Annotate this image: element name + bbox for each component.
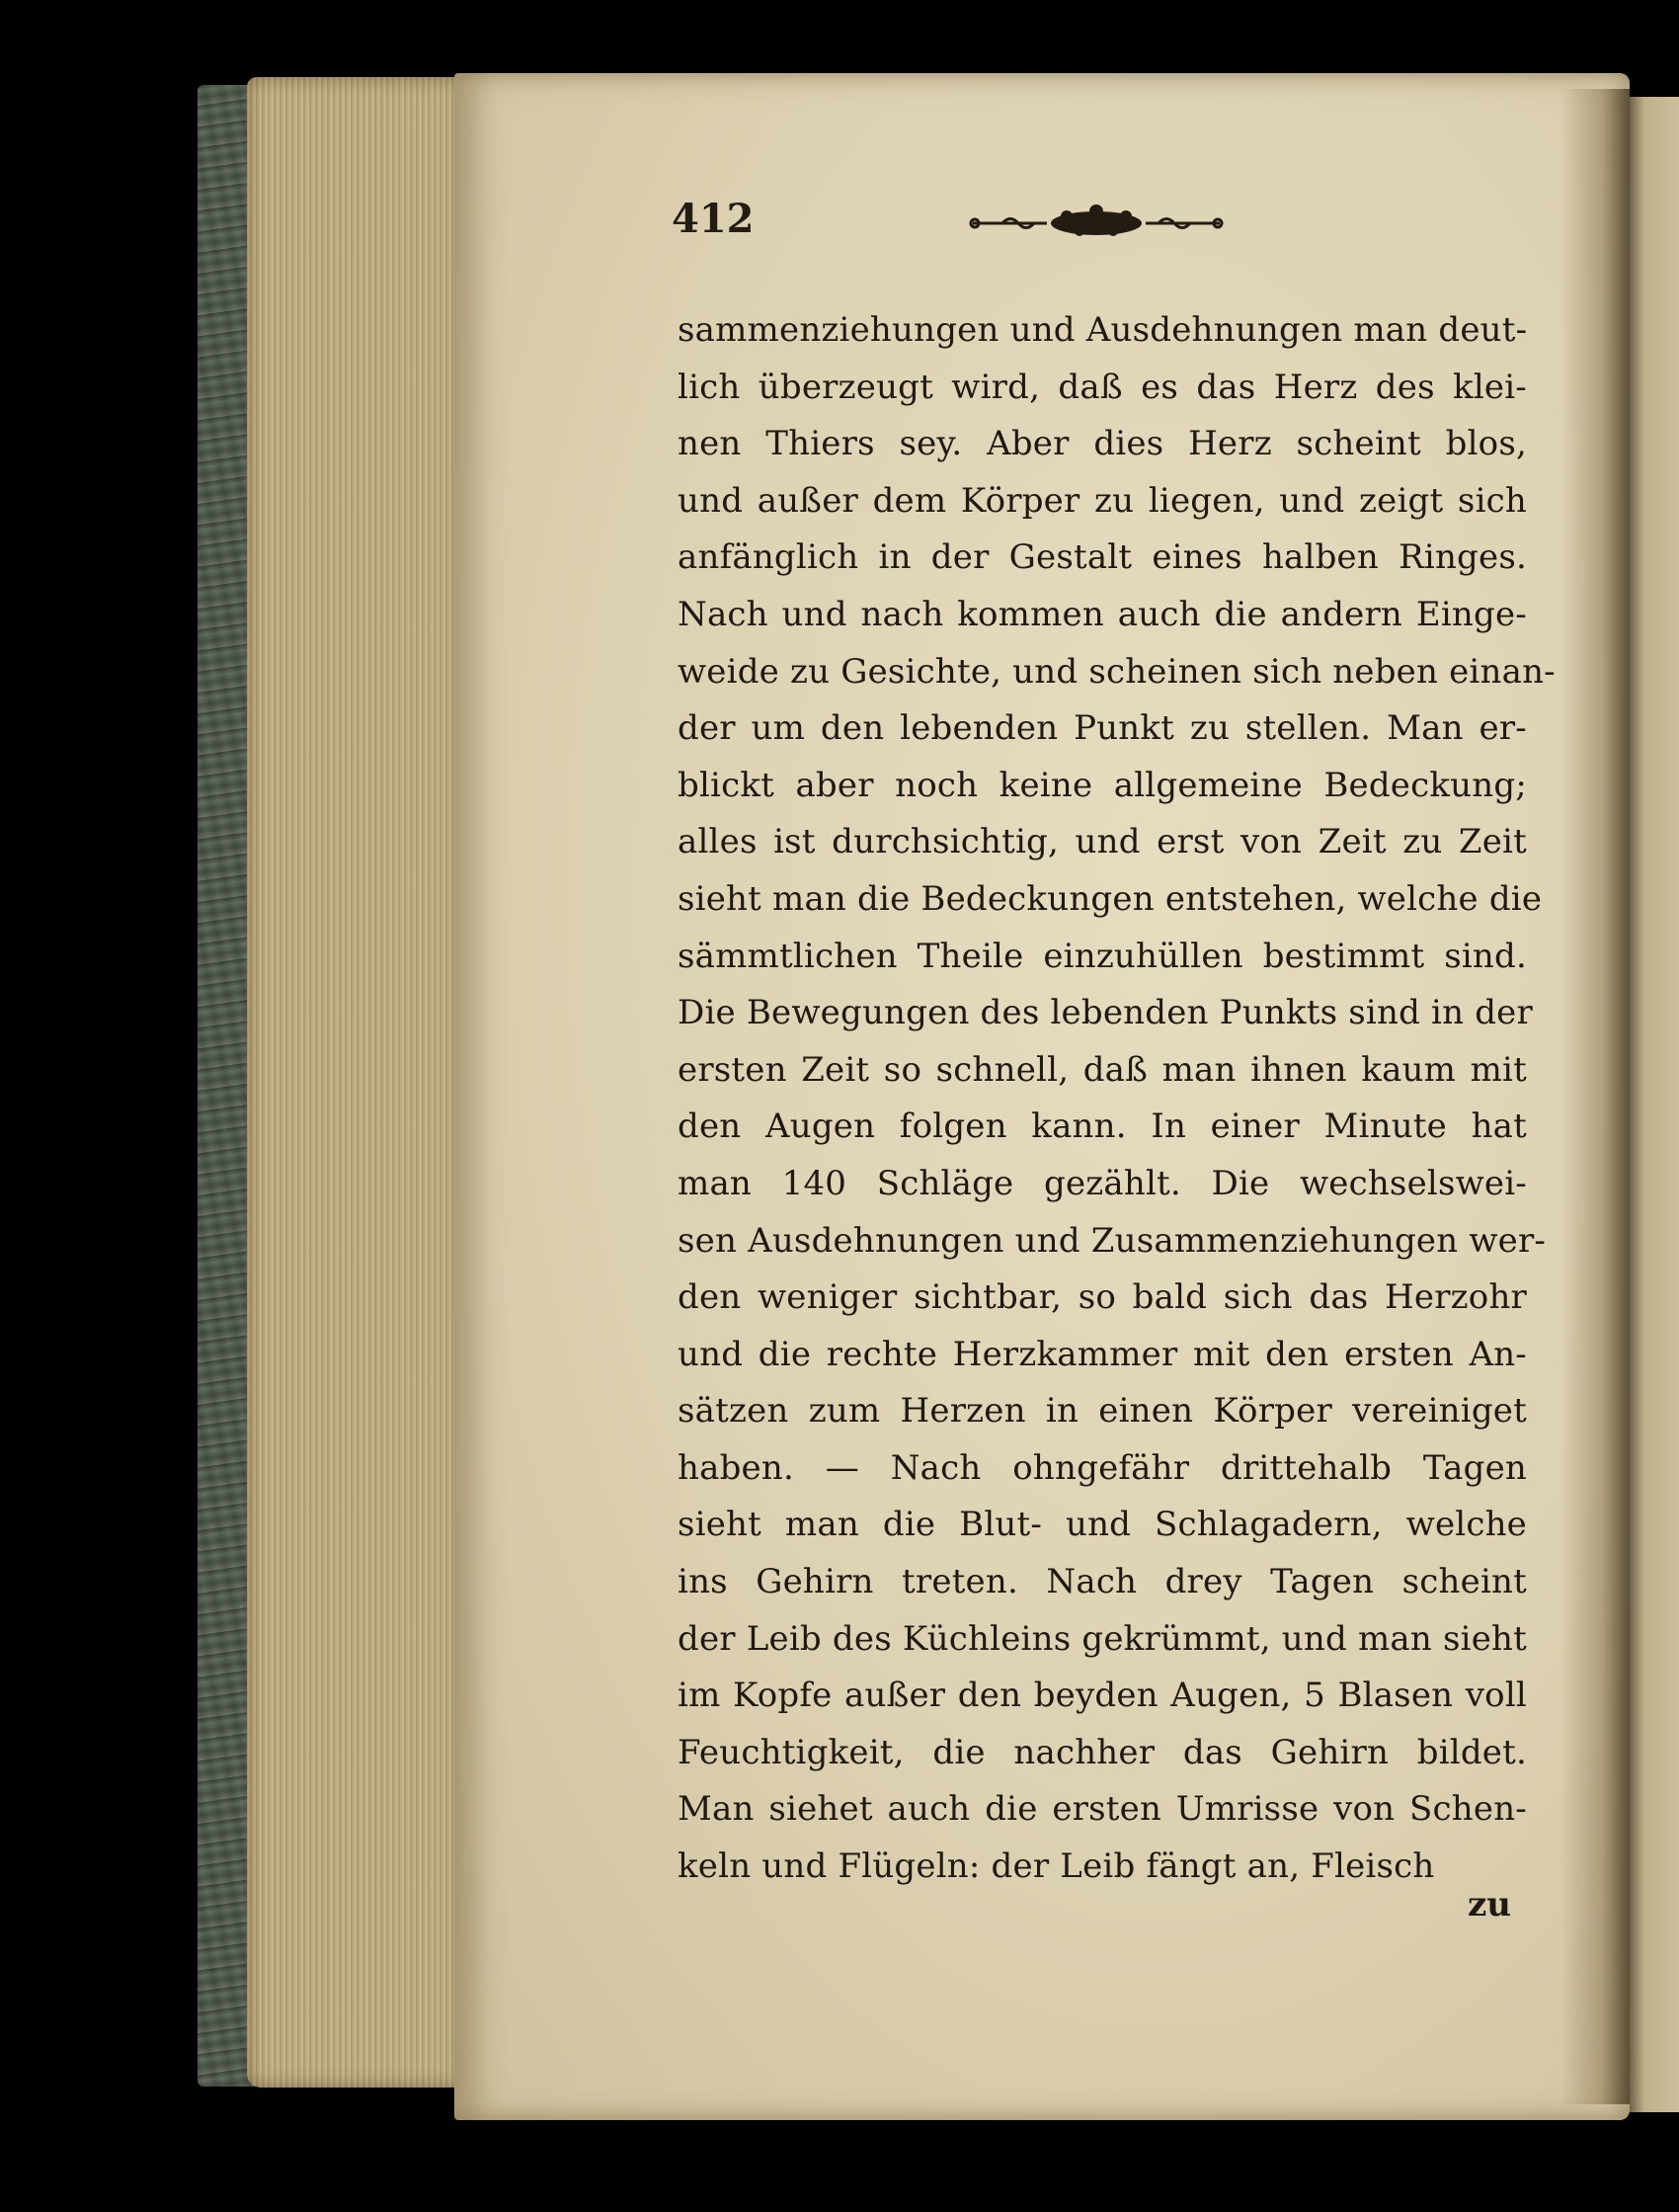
page-number: 412 [672, 196, 755, 242]
text-line: den Augen folgen kann. In einer Minute hat [678, 1106, 1527, 1147]
text-line: weide zu Gesichte, und scheinen sich neben einan- [678, 651, 1556, 692]
text-line: alles ist durchsichtig, und erst von Zeit zu Zeit [678, 822, 1527, 862]
text-line: sammenziehungen und Ausdehnungen man deut- [678, 310, 1528, 350]
text-line: man 140 Schläge gezählt. Die wechselswei- [678, 1163, 1527, 1203]
text-line: Die Bewegungen des lebenden Punkts sind in der [678, 993, 1533, 1033]
text-line: blickt aber noch keine allgemeine Bedeckung; [678, 765, 1527, 805]
text-line: lich überzeugt wird, daß es das Herz des klei- [678, 367, 1527, 407]
text-line: sätzen zum Herzen in einen Körper vereiniget [678, 1391, 1527, 1432]
text-line: nen Thiers sey. Aber dies Herz scheint blos, [678, 424, 1527, 464]
catchword: zu [1468, 1885, 1512, 1925]
text-line: ersten Zeit so schnell, daß man ihnen kaum mit [678, 1049, 1527, 1090]
text-line: und außer dem Körper zu liegen, und zeigt sich [678, 480, 1527, 521]
text-line: der Leib des Küchleins gekrümmt, und man sieht [678, 1618, 1527, 1659]
text-line: Nach und nach kommen auch die andern Einge- [678, 594, 1527, 634]
facing-page-edge [1630, 97, 1679, 2112]
text-line: den weniger sichtbar, so bald sich das Herzohr [678, 1277, 1527, 1318]
page-header [672, 196, 1264, 255]
text-line: haben. — Nach ohngefähr drittehalb Tagen [678, 1447, 1527, 1488]
text-line: anfänglich in der Gestalt eines halben Ringes. [678, 537, 1527, 578]
text-line: sen Ausdehnungen und Zusammenziehungen wer- [678, 1220, 1547, 1261]
text-line: ins Gehirn treten. Nach drey Tagen scheint [678, 1562, 1527, 1602]
text-line: Feuchtigkeit, die nachher das Gehirn bildet. [678, 1732, 1527, 1772]
text-line: keln und Flügeln: der Leib fängt an, Fleisch [678, 1846, 1435, 1887]
text-line: der um den lebenden Punkt zu stellen. Man er- [678, 708, 1527, 749]
body-text [678, 302, 1556, 1896]
text-line: sieht man die Bedeckungen entstehen, welche die [678, 878, 1543, 919]
text-line: sämmtlichen Theile einzuhüllen bestimmt sind. [678, 936, 1527, 976]
text-line: sieht man die Blut- und Schlagadern, welche [678, 1505, 1527, 1545]
text-line: und die rechte Herzkammer mit den ersten An- [678, 1334, 1527, 1374]
text-line: im Kopfe außer den beyden Augen, 5 Blasen voll [678, 1676, 1527, 1716]
page-edges [247, 77, 466, 2088]
text-line: Man siehet auch die ersten Umrisse von Schen- [678, 1789, 1527, 1830]
ornament-icon [963, 204, 1230, 243]
page-gutter [1560, 89, 1630, 2104]
